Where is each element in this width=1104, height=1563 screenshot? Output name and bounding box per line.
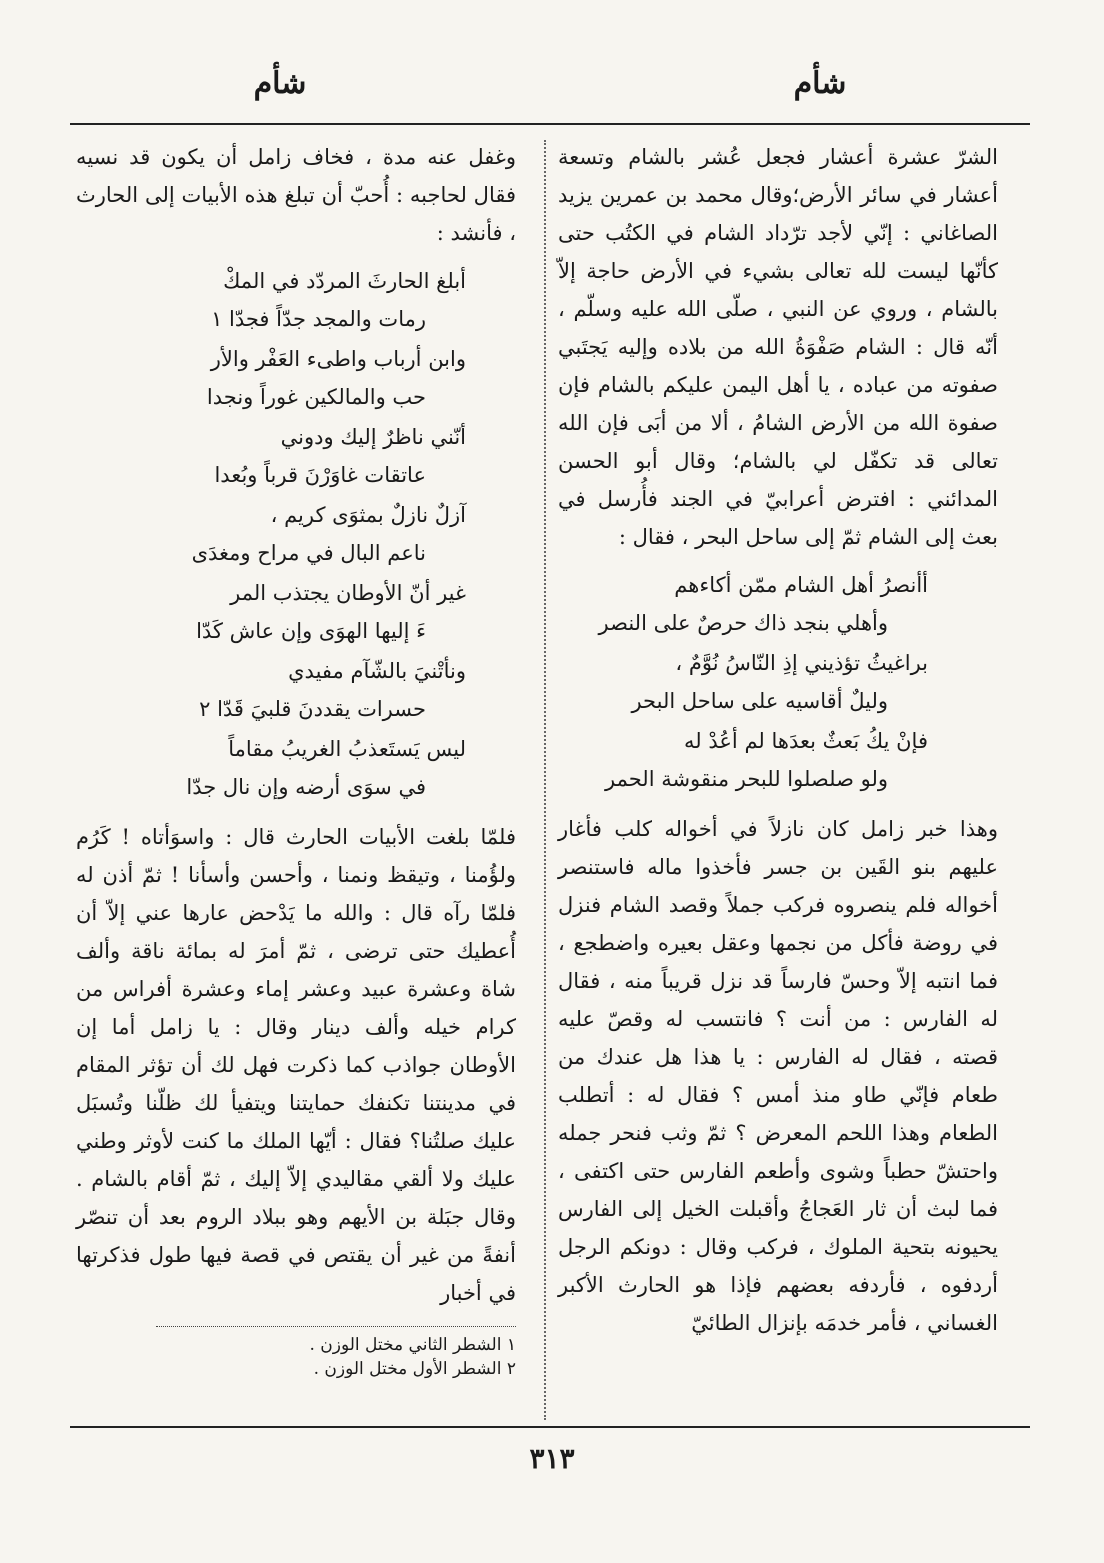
right-paragraph-2: وهذا خبر زامل كان نازلاً في أخواله كلب فأغار عليهم بنو القَين بن جسر فأخذوا ماله فاستنصر أخواله فلم ينصروه فركب جملاً وقصد الشام فنزل في روضة فأكل من نجمها وعقل بعيره واضطجع ، فما انتبه إلاّ وحسّ فارساً قد نزل قريباً منه ، فقال له الفارس : من أنت ؟ فانتسب له وقصّ عليه قصته ، فقال له الفارس : يا هذا هل عندك من طعام فإنّي طاو منذ أمس ؟ فقال له : أتطلب الطعام وهذا اللحم المعرض ؟ ثمّ وثب فنحر جمله واحتشّ حطباً وشوى وأطعم الفارس حتى اكتفى ، فما لبث أن ثار العَجاجُ وأقبلت الخيل إلى الفارس يحيونه بتحية الملوك ، فركب وقال : دونكم الرجل أردفوه ، فأردفه بعضهم فإذا هو الحارث الأكبر الغساني ، فأمر خدمَه بإنزال الطائيّ xyxy=(558,817,998,1335)
verse-second-hemistich: ولو صلصلوا للبحر منقوشة الحمر xyxy=(605,767,888,791)
footer-rule xyxy=(70,1426,1030,1428)
verse-first-hemistich: ليس يَستَعذبُ الغريبُ مقاماً xyxy=(228,737,466,761)
verse-first-hemistich: أأنصرُ أهل الشام ممّن أكاءهم xyxy=(674,573,928,597)
right-column xyxy=(558,138,998,1342)
verse-second-hemistich: حب والمالكين غوراً ونجدا xyxy=(206,385,426,409)
right-verses xyxy=(558,566,998,798)
verse-first-hemistich: أنّني ناظرٌ إليك ودوني xyxy=(280,425,466,449)
verse-first-hemistich: أبلغ الحارثَ المردّد في المكْ xyxy=(223,269,466,293)
verse xyxy=(76,496,516,572)
verse-second-hemistich: حسرات يقددنَ قلبيَ قَدّا ٢ xyxy=(199,697,426,721)
verse xyxy=(76,574,516,650)
verse xyxy=(76,340,516,416)
page-number: ٣١٣ xyxy=(529,1442,575,1475)
verse xyxy=(76,652,516,728)
verse xyxy=(558,722,998,798)
right-paragraph-1: الشرّ عشرة أعشار فجعل عُشر بالشام وتسعة أعشار في سائر الأرض؛وقال محمد بن عمرين يزيد الصاغاني : إنّي لأجد ترّداد الشام في الكتُب حتى كأنّها ليست لله تعالى بشيء في الأرض حاجة إلاّ بالشام ، وروي عن النبي ، صلّى الله عليه وسلّم ، أنّه قال : الشام صَفْوَةُ الله من بلاده وإليه يَجتَبي صفوته من عباده ، يا أهل اليمن عليكم بالشام فإن صفوة الله من الأرض الشامُ ، ألا من أبَى فإن الله تعالى قد تكفّل لي بالشام؛ وقال أبو الحسن المدائني : افترض أعرابيّ في الجند فأُرسل في بعث إلى الشام ثمّ إلى ساحل البحر ، فقال : xyxy=(558,145,998,549)
verse xyxy=(558,566,998,642)
running-header-left: شأم xyxy=(253,66,307,101)
verse-second-hemistich: في سوَى أرضه وإن نال جدّا xyxy=(186,775,426,799)
header-rule xyxy=(70,123,1030,125)
verse-second-hemistich: وأهلي بنجد ذاك حرصٌ على النصر xyxy=(598,611,888,635)
verse-second-hemistich: ناعم البال في مراح ومغدَى xyxy=(191,541,426,565)
left-column xyxy=(76,138,516,1381)
verse xyxy=(76,730,516,806)
verse-second-hemistich: عاتقات غاوَرْنَ قرباً وبُعدا xyxy=(214,463,426,487)
verse-first-hemistich: آزلٌ نازلٌ بمثوَى كريم ، xyxy=(270,503,466,527)
verse xyxy=(76,262,516,338)
footnote-rule xyxy=(156,1326,516,1327)
left-paragraph-1: وغفل عنه مدة ، فخاف زامل أن يكون قد نسيه فقال لحاجبه : أُحبّ أن تبلغ هذه الأبيات إلى الحارث ، فأنشد : xyxy=(76,145,516,245)
verse-second-hemistich: رمات والمجد جدّاً فجدّا ١ xyxy=(211,307,426,331)
verse xyxy=(76,418,516,494)
verse xyxy=(558,644,998,720)
verse-second-hemistich: ءَ إليها الهوَى وإن عاش كَدّا xyxy=(196,619,426,643)
footnote-2: ٢ الشطر الأول مختل الوزن . xyxy=(313,1359,516,1379)
verse-first-hemistich: فإنْ يكُ بَعثٌ بعدَها لم أعُدْ له xyxy=(684,729,928,753)
running-header-right: شأم xyxy=(793,66,847,101)
verse-second-hemistich: وليلٌ أقاسيه على ساحل البحر xyxy=(631,689,888,713)
left-paragraph-2: فلمّا بلغت الأبيات الحارث قال : واسوَأتاه ! كَرُم ولؤُمنا ، وتيقظ ونمنا ، وأحسن وأسأنا ! ثمّ أذن له فلمّا رآه قال : والله ما يَدْحض عارها عني إلاّ أن أُعطيك حتى ترضى ، ثمّ أمرَ له بمائة ناقة وألف شاة وعشرة عبيد وعشر إماء وعشرة أفراس من كرام خيله وألف دينار وقال : يا زامل أما إن الأوطان جواذب كما ذكرت فهل لك أن تؤثر المقام في مدينتنا تكنفك حمايتنا ويتفيأ لك ظلّنا وتُسبَل عليك صلتُنا؟ فقال : أيّها الملك ما كنت لأوثر وطني عليك ولا ألقي مقاليدي إلاّ إليك ، ثمّ أقام بالشام . وقال جبَلة بن الأيهم وهو ببلاد الروم بعد أن تنصّر أنفةً من غير أن يقتص في قصة فيها طول فذكرتها في أخبار xyxy=(76,825,516,1305)
verse-first-hemistich: براغيثُ تؤذيني إذِ النّاسُ نُوَّمٌ ، xyxy=(675,651,928,675)
column-divider xyxy=(544,140,546,1420)
verse-first-hemistich: وابن أرباب واطىء العَفْر والأر xyxy=(210,347,466,371)
verse-first-hemistich: ونأتْنيَ بالشّآم مفيدي xyxy=(288,659,466,683)
verse-first-hemistich: غير أنّ الأوطان يجتذب المر xyxy=(230,581,466,605)
footnote-1: ١ الشطر الثاني مختل الوزن . xyxy=(309,1335,516,1355)
left-verses xyxy=(76,262,516,806)
